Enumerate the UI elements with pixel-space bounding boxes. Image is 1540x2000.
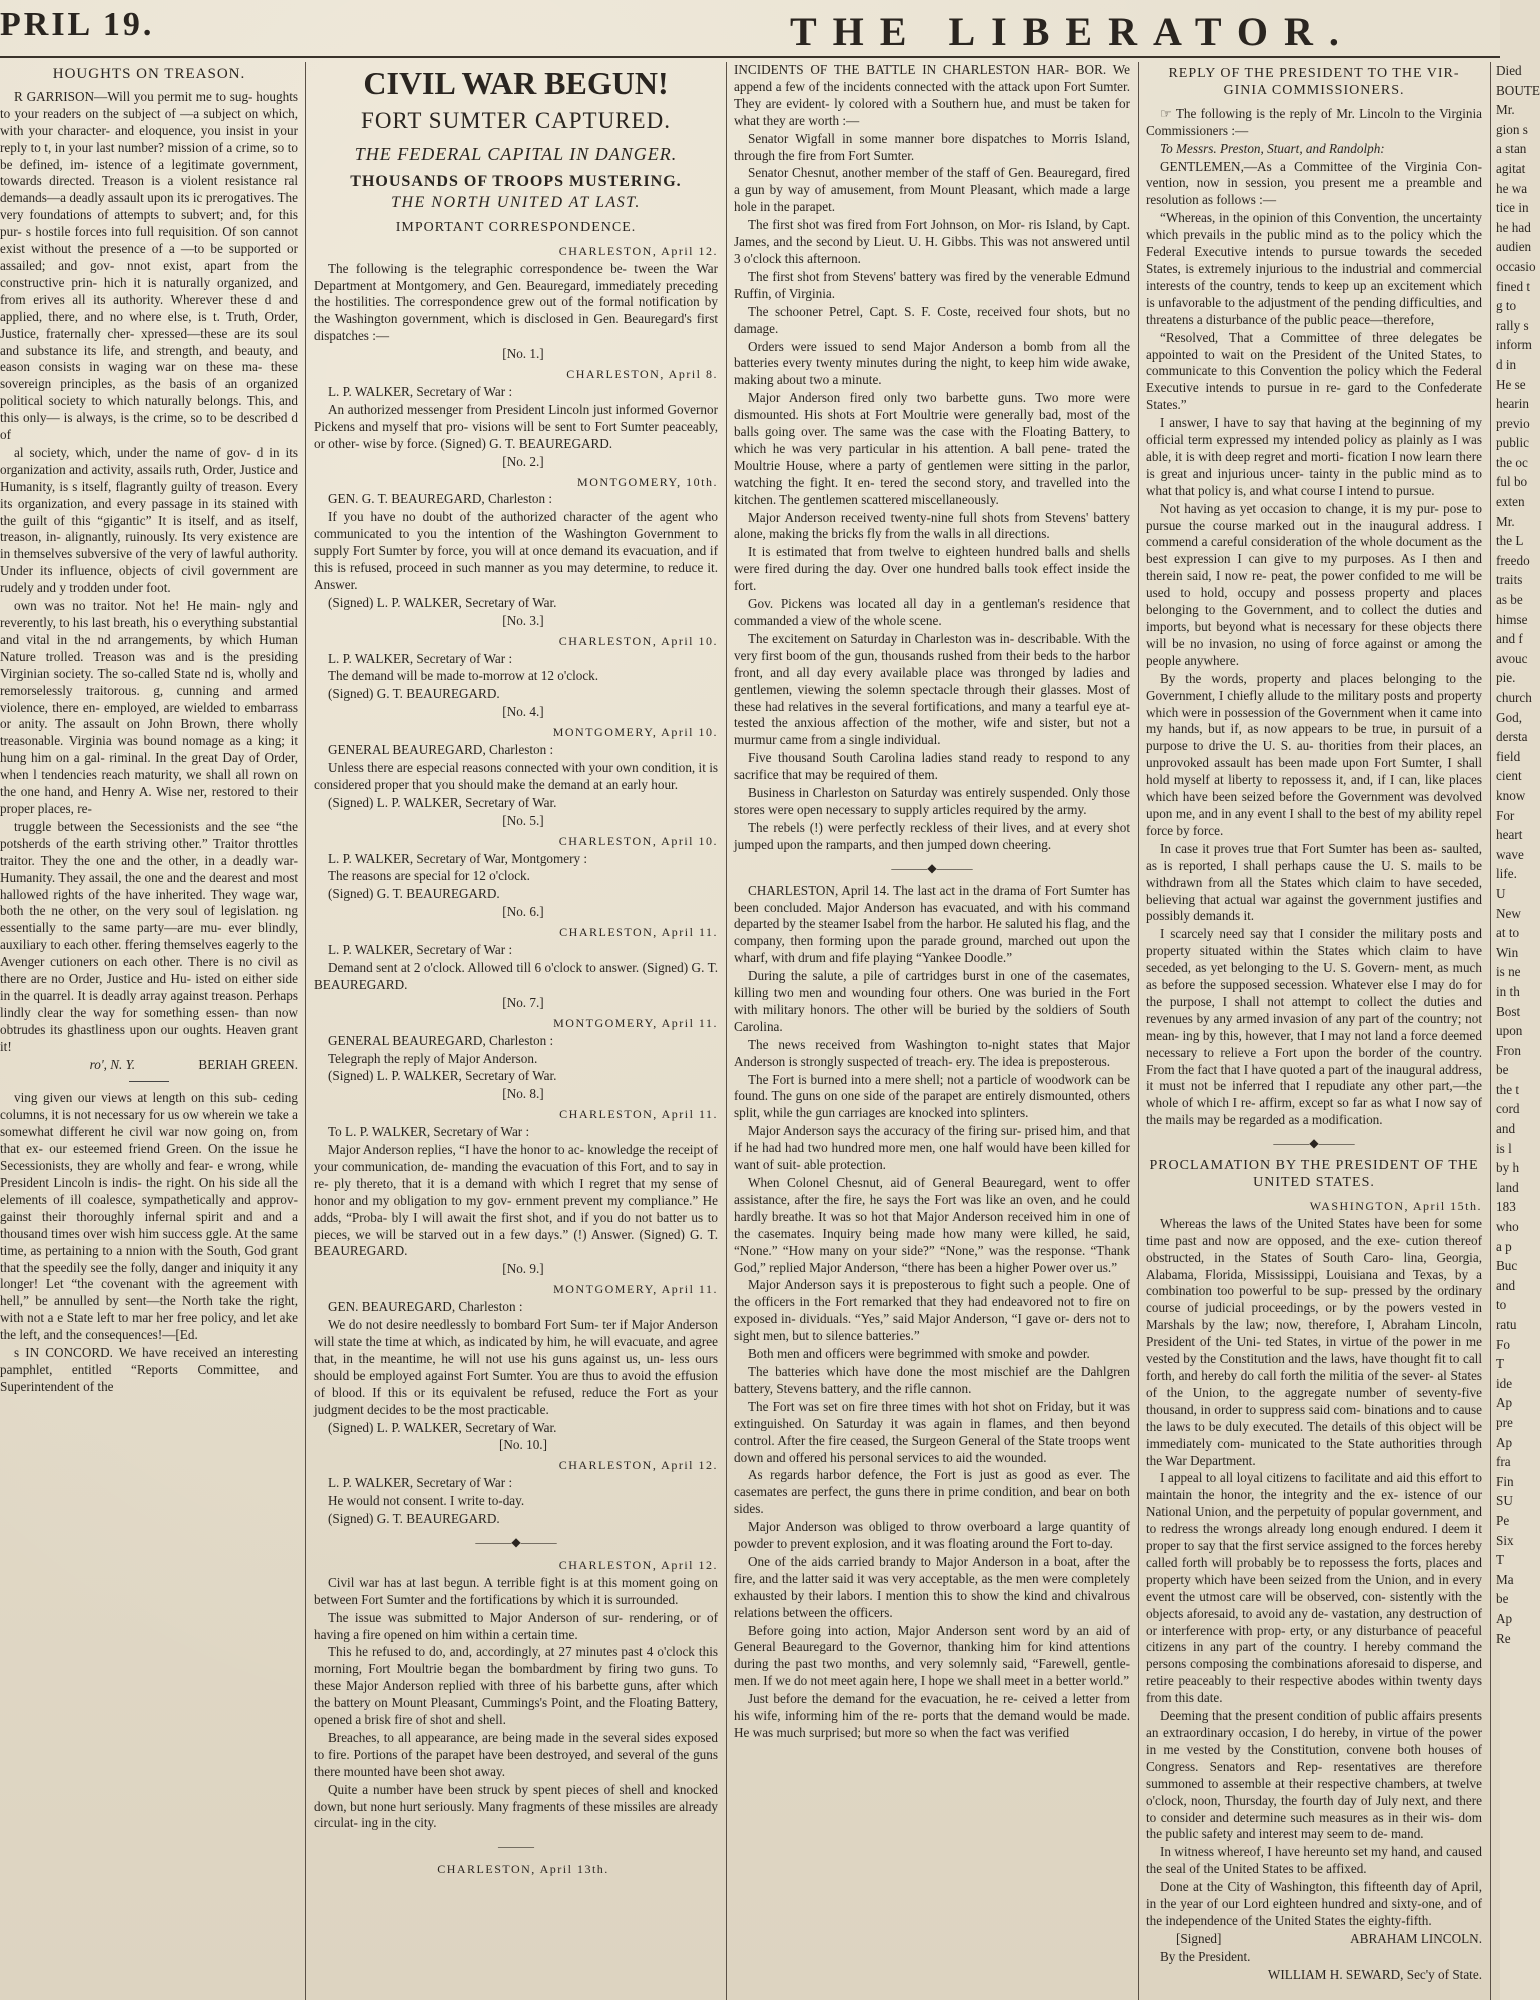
- column-rule: [305, 62, 306, 2000]
- fragment-line: church: [1496, 690, 1532, 705]
- paragraph: Before going into action, Major Anderson sent word by an aid of General Beauregard to the Governor, thanking him for kind attentions during the past two months, and very solemnly said, “Farewell, gentle- men. If we do not meet again here, I hope we shall meet in a better world.”: [734, 1622, 1130, 1689]
- dispatch-number: [No. 9.]: [502, 1261, 544, 1277]
- fragment-line: tice in: [1496, 200, 1529, 216]
- fragment-line: ful bo: [1496, 474, 1528, 490]
- fragment-line: upon: [1496, 1023, 1523, 1039]
- incidents-intro: INCIDENTS OF THE BATTLE IN CHARLESTON HAR- BOR. We append a few of the incidents connected with the attack upon Fort Sumter. They are evident- ly colored with a Southern hue, and must be taken for what they are worth :—: [734, 62, 1130, 128]
- dispatch-body: He would not consent. I write to-day.: [328, 1493, 525, 1509]
- fragment-line: freedo: [1496, 552, 1530, 568]
- subhead-correspondence: IMPORTANT CORRESPONDENCE.: [395, 219, 637, 235]
- fragment-line: be: [1496, 1062, 1509, 1078]
- fragment-line: who: [1496, 1219, 1519, 1235]
- paragraph: Senator Wigfall in some manner bore dispatches to Morris Island, through the fire from Fort Sumter.: [734, 130, 1130, 163]
- dispatch: [314, 1261, 718, 1436]
- dispatch-signature: (Signed) L. P. WALKER, Secretary of War.: [328, 1068, 557, 1084]
- dispatch: [314, 704, 718, 811]
- signature-name: BERIAH GREEN.: [198, 1056, 298, 1072]
- fragment-line: Ap: [1496, 1434, 1513, 1450]
- fragment-line: fined t: [1496, 278, 1531, 294]
- fragment-line: dersta: [1496, 729, 1528, 745]
- dispatch-body: If you have no doubt of the authorized character of the agent who communicated to you the intention of the Washington Government to supply Fort Sumter by force, you will at once demand its evacuation, and if this is refused, proceed in such manner as you may determine, to reduce it. Answer.: [314, 509, 718, 592]
- paragraph: Gov. Pickens was located all day in a gentleman's residence that commanded a view of the whole scene.: [734, 596, 1130, 628]
- fragment-line: fra: [1496, 1454, 1511, 1470]
- dispatch-address: L. P. WALKER, Secretary of War :: [328, 942, 513, 958]
- fragment-line: the L: [1496, 533, 1524, 549]
- fragment-line: He se: [1496, 376, 1526, 392]
- divider: ———◆———: [475, 1534, 557, 1549]
- headline-fort-sumter: FORT SUMTER CAPTURED.: [361, 108, 671, 133]
- paragraph: ving given our views at length on this sub- ceding columns, it is not necessary for us ow wherein we take a somewhat different he civil war now going on, from that ex- our esteemed friend Green. On the issue he Secessionists, they are wholly and fear- e wrong, while President Lincoln is indis- the right. On his side all the elements of ill coalesce, sympathetically and approv- gainst their thoroughly infernal spirit and and a thousand times over wish him success ggle. At the same time, as pertaining to a nnion with the South, God grant that the speedily see the folly, danger and iniquity it any longer! Let “the covenant with the agreement with hell,” be annulled by sent—the North take the right, with not a e State left to mar her free policy, and let ake the left, and the consequences!—[Ed.: [0, 1090, 298, 1343]
- dispatch-signature: (Signed) L. P. WALKER, Secretary of War.: [328, 594, 557, 610]
- fragment-line: Mr.: [1496, 513, 1515, 529]
- paragraph: s IN CONCORD. We have received an interesting pamphlet, entitled “Reports Committee, and Superintendent of the: [0, 1345, 298, 1394]
- fragment-line: g to: [1496, 298, 1517, 314]
- dispatch-body: We do not desire needlessly to bombard Fort Sum- ter if Major Anderson will state the time at which, as indicated by him, he will evacuate, and agree that, in the meantime, he will not use his guns against us, un- less ours should be employed against Fort Sumter. You are thus to avoid the effusion of blood. If this or its equivalent be refused, reduce the Fort as your judgment decides to be the most practicable.: [314, 1317, 718, 1417]
- paragraph: truggle between the Secessionists and the see “the potsherds of the earth striving other.” Traitor throttles traitor. They the one and the other, in a deadly war- Humanity. They assail, the one and the dearest and most hallowed rights of the have inherited. They wage war, both the ne other, on the very soul of legislation. ng essentially to the same party—are mu- ever blindly, auxiliary to each other. ffering themselves eagerly to the Avenger cutioners on each other. There is no civil as there are no Order, Justice and Hu- isted on either side in the quarrel. It is deadly array against treason. Perhaps lindly clear the way for something essen- than now obtrudes its ghastliness upon our oughts. Heaven grant it!: [0, 818, 298, 1054]
- fragment-line: 183: [1496, 1199, 1516, 1215]
- paragraph: The Fort is burned into a mere shell; not a particle of woodwork can be found. The guns on one side of the parapet are entirely dismounted, others split, while the gun carriages are knocked into splinters.: [734, 1071, 1130, 1121]
- fragment-line: land: [1496, 1179, 1519, 1195]
- dispatch-date: CHARLESTON, April 11.: [559, 925, 718, 940]
- intro-paragraph: The following is the telegraphic correspondence be- tween the War Department at Montgomery, and Gen. Beauregard, immediately preceding the hostilities. The correspondence grew out of the formal notification by the Washington government, which is disclosed in Gen. Beauregard's first dispatches :—: [314, 260, 718, 344]
- dispatch-number: [No. 3.]: [502, 612, 544, 628]
- dispatch-number: [No. 7.]: [502, 994, 544, 1010]
- fragment-line: d in: [1496, 356, 1517, 372]
- fragment-line: T: [1496, 1552, 1505, 1568]
- dateline: CHARLESTON, April 13th.: [437, 1862, 609, 1877]
- fragment-line: in th: [1496, 983, 1520, 999]
- dispatch-signature: (Signed) L. P. WALKER, Secretary of War.: [328, 1419, 557, 1435]
- dispatch-signature: (Signed) G. T. BEAUREGARD.: [328, 686, 500, 702]
- paragraph: The first shot was fired from Fort Johnson, on Mor- ris Island, by Capt. James, and the second by Lieut. U. H. Gibbs. This was not answered until 3 o'clock this afternoon.: [734, 217, 1130, 266]
- article-heading-reply: REPLY OF THE PRESIDENT TO THE VIR- GINIA COMMISSIONERS.: [1168, 66, 1460, 98]
- paragraph: This he refused to do, and, accordingly, at 27 minutes past 4 o'clock this morning, Fort Moultrie began the bombardment by firing two guns. To these Major Anderson replied with three of his barbette guns, after which the battery on Mount Pleasant, Cummings's Point, and the Floating Battery, opened a brisk fire of shot and shell.: [314, 1644, 718, 1728]
- fragment-line: agitat: [1496, 160, 1526, 176]
- paragraph: As regards harbor defence, the Fort is just as good as ever. The casemates are perfect, the guns there in prime condition, and bear on both sides.: [734, 1467, 1130, 1517]
- fragment-line: hearin: [1496, 396, 1529, 412]
- paragraph: Whereas the laws of the United States have been for some time past and now are opposed, and the exe- cution thereof obstructed, in the States of South Caro- lina, Georgia, Alabama, Florida, Mississippi, Louisiana and Texas, by a combination too powerful to be sup- pressed by the ordinary course of judicial proceedings, or by the powers vested in Marshals by the law; now, therefore, I, Abraham Lincoln, President of the Uni- ted States, in virtue of the power in me vested by the Constitution and the laws, have thought fit to call forth, and hereby do call forth the militia of the sever- al States of the Union, to the aggregate number of seventy-five thousand, in order to suppress said com- binations and to cause the laws to be duly executed. The details of this object will be immediately com- municated to the State authorities through the War Department.: [1146, 1215, 1482, 1468]
- signature-line: [1146, 1931, 1482, 1948]
- fragment-line: and f: [1496, 631, 1523, 647]
- dispatch: [314, 1086, 718, 1260]
- fragment-line: is l: [1496, 1140, 1512, 1156]
- column-civil-war: [314, 62, 718, 2000]
- paragraph: It is estimated that from twelve to eighteen hundred balls and shells were fired during the day. Over one hundred balls took effect inside the fort.: [734, 544, 1130, 594]
- fragment-line: ratu: [1496, 1317, 1517, 1332]
- fragment-line: is ne: [1496, 964, 1521, 980]
- dispatch-address: L. P. WALKER, Secretary of War :: [328, 383, 513, 399]
- column-rule: [1490, 62, 1491, 2000]
- paragraph: Five thousand South Carolina ladies stand ready to respond to any sacrifice that may be required of them.: [734, 750, 1130, 783]
- fragment-line: U: [1496, 885, 1506, 901]
- dispatch-date: CHARLESTON, April 12.: [558, 1458, 718, 1473]
- dispatch-address: GEN. BEAUREGARD, Charleston :: [328, 1299, 523, 1315]
- fragment-line: traits: [1496, 572, 1523, 588]
- reply-intro-text: The following is the reply of Mr. Lincoln to the Virginia Commissioners :—: [1146, 105, 1482, 138]
- fragment-line: by h: [1496, 1160, 1520, 1176]
- dispatch-body: Major Anderson replies, “I have the honor to ac- knowledge the receipt of your communication, de- manding the evacuation of this Fort, and to say in re- ply thereto, that it is a demand with which I regret that my sense of honor and my obligation to my gov- ernment prevent my compliance.” He adds, “Proba- bly I will await the first shot, and if you do not batter us to pieces, we will be starved out in a few days.” (!) Answer. (Signed) G. T. BEAUREGARD.: [314, 1142, 718, 1259]
- paragraph: CHARLESTON, April 14. The last act in the drama of Fort Sumter has been concluded. Major Anderson has evacuated, and with his command departed by the steamer Isabel from the harbor. He saluted his flag, and the company, then forming upon the parade ground, marched out upon the wharf, with drum and fife playing “Yankee Doodle.”: [734, 882, 1130, 966]
- paragraph: Not having as yet occasion to change, it is my pur- pose to pursue the course marked out in the inaugural address. I commend a careful consideration of the whole document as the best expression I can give to my purposes. As I then and therein said, I now re- peat, the power confided to me will be used to hold, occupy and possess property and places belonging to the Government, and to collect the duties and imports, but beyond what is necessary for these objects there will be no invasion, no using of force against or among the people anywhere.: [1146, 500, 1482, 668]
- reply-address: To Messrs. Preston, Stuart, and Randolph:: [1160, 140, 1385, 156]
- signature: [0, 1057, 298, 1074]
- dispatch: [314, 1437, 718, 1528]
- fragment-line: he wa: [1496, 180, 1528, 196]
- fragment-line: SU: [1496, 1493, 1513, 1509]
- paragraph: Done at the City of Washington, this fifteenth day of April, in the year of our Lord eighteen hundred and sixty-one, and of the independence of the United States the eighty-fifth.: [1146, 1879, 1482, 1928]
- paragraph: Major Anderson says the accuracy of the firing sur- prised him, and that if he had had two hundred more men, one half would have been killed for want of suit- able protection.: [734, 1123, 1130, 1173]
- fragment-line: Win: [1496, 944, 1519, 960]
- dispatch-body: Demand sent at 2 o'clock. Allowed till 6 o'clock to answer. (Signed) G. T. BEAUREGARD.: [314, 959, 718, 992]
- paragraph: I answer, I have to say that having at the beginning of my official term expressed my intended policy as plainly as I was able, it is with deep regret and morti- fication I now learn there is great and injurious uncer- tainty in the public mind as to what that policy is, and what course I intend to pursue.: [1146, 415, 1482, 498]
- divider: [129, 1081, 169, 1082]
- dispatch: [314, 613, 718, 704]
- dispatch-address: L. P. WALKER, Secretary of War, Montgomery :: [328, 850, 588, 866]
- headline-north-united: THE NORTH UNITED AT LAST.: [391, 193, 641, 211]
- seward-signature: WILLIAM H. SEWARD, Sec'y of State.: [1267, 1966, 1482, 1982]
- paragraph: Major Anderson fired only two barbette guns. Two more were dismounted. His shots at Fort Moultrie were generally bad, most of the balls going over. The same was the case with the Floating Battery, to which he was very particular in his attention. A ball pene- trated the Moultrie House, where a party of gentlemen were sitting in the parlor, watching the fight. It en- tered the second story, and travelled into the kitchen. The gentlemen scattered miscellaneously.: [734, 390, 1130, 507]
- column-incidents: [734, 62, 1130, 2000]
- paragraph: In case it proves true that Fort Sumter has been as- saulted, as is reported, I shall perhaps cause the U. S. mails to be withdrawn from all the States which claim to have seceded, believing that actual war against the government justifies and possibly demands it.: [1146, 840, 1482, 924]
- paragraph: “Whereas, in the opinion of this Convention, the uncertainty which prevails in the public mind as to the policy which the Federal Executive intends to pursue towards the seceded States, is extremely injurious to the industrial and commercial interests of the country, tends to keep up an excitement which is unfavorable to the adjustment of the pending difficulties, and threatens a disturbance of the public peace—therefore,: [1146, 210, 1482, 327]
- fragment-line: a stan: [1496, 141, 1527, 157]
- dispatch-date: CHARLESTON, April 11.: [559, 1107, 718, 1122]
- fragment-line: Ap: [1496, 1610, 1513, 1626]
- fragment-line: pie.: [1496, 670, 1516, 686]
- fragment-line: audien: [1496, 239, 1532, 255]
- fragment-line: at to: [1496, 925, 1520, 941]
- fragment-line: himse: [1496, 611, 1528, 627]
- fragment-line: to: [1496, 1297, 1507, 1313]
- fragment-line: Fo: [1496, 1336, 1510, 1352]
- fragment-line: as be: [1496, 592, 1523, 608]
- signer-name: ABRAHAM LINCOLN.: [1350, 1930, 1482, 1946]
- paragraph: The excitement on Saturday in Charleston was in- describable. With the very first boom of the gun, thousands rushed from their beds to the harbor front, and all day every available place was thronged by ladies and gentlemen, viewing the solemn spectacle through their glasses. Most of these had relatives in the several fortifications, and many a tearful eye at- tested the anxious affection of the mother, wife and sister, but not a murmur came from a single individual.: [734, 630, 1130, 748]
- divider: ———◆———: [1273, 1136, 1355, 1151]
- dateline: CHARLESTON, April 12.: [558, 243, 718, 258]
- paragraph: Civil war has at last begun. A terrible fight is at this moment going on between Fort Sumter and the fortifications by which it is surrounded.: [314, 1574, 718, 1607]
- dispatch-address: L. P. WALKER, Secretary of War :: [328, 1475, 513, 1491]
- dispatch-address: GENERAL BEAUREGARD, Charleston :: [328, 1032, 554, 1048]
- fragment-line: cient: [1496, 768, 1522, 784]
- paragraph: Major Anderson was obliged to throw overboard a large quantity of powder to prevent explosion, and it was floating around the Fort to-day.: [734, 1519, 1130, 1552]
- paragraph: The schooner Petrel, Capt. S. F. Coste, received four shots, but no damage.: [734, 303, 1130, 336]
- fragment-line: heart: [1496, 827, 1523, 843]
- dispatch-body: The reasons are special for 12 o'clock.: [328, 868, 530, 884]
- fragment-line: know: [1496, 787, 1526, 803]
- fragment-line: Died: [1496, 63, 1522, 78]
- divider: ———: [498, 1839, 534, 1854]
- paragraph: One of the aids carried brandy to Major Anderson in a boat, after the fire, and the latter said it was very acceptable, as the men were completely exhausted by their labors. I mention this to show the kind and chivalrous relations between the officers.: [734, 1553, 1130, 1620]
- fragment-line: BOUTE: [1496, 82, 1540, 98]
- dispatch-signature: (Signed) G. T. BEAUREGARD.: [328, 1511, 500, 1527]
- dispatch-number: [No. 8.]: [502, 1086, 544, 1102]
- column-president-reply: [1146, 62, 1482, 2000]
- dispatch-number: [No. 2.]: [502, 453, 544, 469]
- dispatch-body: Unless there are especial reasons connected with your own condition, it is considered proper that you should make the demand at an early hour.: [314, 760, 718, 792]
- masthead-title: THE LIBERATOR.: [790, 9, 1355, 54]
- fragment-line: ide: [1496, 1375, 1513, 1391]
- paragraph: Deeming that the present condition of public affairs presents an extraordinary occasion, I do hereby, in virtue of the power in me vested by the Constitution, convene both houses of Congress. Senators and Rep- resentatives are therefore summoned to assemble at their respective chambers, at twelve o'clock, noon, Thursday, the fourth day of July next, and there to consider and determine such measures as in their wis- dom the public safety and interest may seem to de- mand.: [1146, 1708, 1482, 1842]
- fragment-line: field: [1496, 748, 1521, 764]
- fragment-line: previo: [1496, 415, 1530, 431]
- dispatch-number: [No. 10.]: [499, 1437, 547, 1453]
- fragment-line: pre: [1496, 1414, 1513, 1430]
- fragment-line: God,: [1496, 709, 1523, 725]
- fragment-line: Ap: [1496, 1395, 1513, 1411]
- fragment-line: Buc: [1496, 1258, 1518, 1274]
- fragment-line: be: [1496, 1591, 1509, 1607]
- fragment-line: Fin: [1496, 1473, 1514, 1489]
- dispatch-body: Telegraph the reply of Major Anderson.: [328, 1050, 538, 1066]
- paragraph: The first shot from Stevens' battery was fired by the venerable Edmund Ruffin, of Virginia.: [734, 268, 1130, 301]
- column-rule: [1138, 62, 1139, 2000]
- proclamation-date: WASHINGTON, April 15th.: [1309, 1198, 1482, 1213]
- dispatch-date: MONTGOMERY, April 10.: [552, 725, 718, 740]
- paragraph: al society, which, under the name of gov- d in its organization and activity, assails ruth, Order, Justice and Humanity, is s itself, flagrantly guilty of treason. Every its organization, and every passage in its stained with the guilt of this “gigantic” It is itself, and as itself, treason, in- alignantly, ruinously. Its very existence are in themselves subversive of the very of lawful authority. Under its influence, objects of civil government are rudely and y trodden under foot.: [0, 444, 298, 596]
- headline-capital-danger: THE FEDERAL CAPITAL IN DANGER.: [354, 144, 678, 164]
- fragment-line: and: [1496, 1277, 1516, 1293]
- fragment-line: New: [1496, 905, 1521, 921]
- column-rule: [726, 62, 727, 2000]
- paragraph: Major Anderson received twenty-nine full shots from Stevens' battery alone, making the bricks fly from the walls in all directions.: [734, 509, 1130, 542]
- fragment-line: T: [1496, 1356, 1505, 1372]
- fragment-line: Pe: [1496, 1512, 1510, 1528]
- headline-civil-war: CIVIL WAR BEGUN!: [363, 65, 669, 101]
- fragment-line: the t: [1496, 1081, 1520, 1097]
- paragraph: GENTLEMEN,—As a Committee of the Virginia Con- vention, now in session, you present me a preamble and resolution as follows :—: [1146, 158, 1482, 208]
- fragment-line: occasio: [1496, 258, 1536, 274]
- paragraph: The batteries which have done the most mischief are the Dahlgren battery, Stevens battery, and the rifle cannon.: [734, 1363, 1130, 1396]
- fragment-line: Re: [1496, 1630, 1511, 1646]
- fragment-line: For: [1496, 807, 1515, 823]
- fragment-line: public: [1496, 435, 1529, 451]
- paragraph: In witness whereof, I have hereunto set my hand, and caused the seal of the United States to be affixed.: [1146, 1844, 1482, 1877]
- fragment-line: Mr.: [1496, 102, 1515, 118]
- dispatch-number: [No. 5.]: [502, 812, 544, 828]
- paragraph: I appeal to all loyal citizens to facilitate and aid this effort to maintain the honor, the integrity and the ex- istence of our National Union, and the perpetuity of popular government, and to redress the wrongs already long enough endured. I deem it proper to say that the first service assigned to the forces hereby called forth will probably be to repossess the forts, places and property which have been seized from the Union, and in every event the utmost care will be observed, con- sistently with the objects aforesaid, to avoid any de- vastation, any destruction of or interference with prop- erty, or any disturbance of peaceful citizens in any part of the country. I hereby command the persons composing the combinations aforesaid to disperse, and retire peaceably to their respective abodes within twenty days from this date.: [1146, 1470, 1482, 1706]
- pointing-hand-icon: ☞: [1160, 105, 1176, 121]
- paragraph: The news received from Washington to-night states that Major Anderson is strongly suspected of treach- ery. The idea is preposterous.: [734, 1036, 1130, 1069]
- paragraph: Quite a number have been struck by spent pieces of shell and knocked down, but none hurt seriously. Many fragments of these missiles are already circulat- ing in the city.: [314, 1781, 718, 1831]
- article-heading-treason: HOUGHTS ON TREASON.: [52, 66, 246, 82]
- dispatch-date: MONTGOMERY, 10th.: [577, 474, 718, 489]
- paragraph: When Colonel Chesnut, aid of General Beauregard, went to offer assistance, after the fire, he says the Fort was like an oven, and he could hardly breathe. It was so hot that Major Anderson received him in one of the casemates. Inquiry being made how many were killed, he said, “None.” “How many on your side?” “None,” was the response. “Thank God,” replied Major Anderson, “there has been a higher Power over us.”: [734, 1175, 1130, 1275]
- column-treason: [0, 62, 298, 2000]
- dispatch-date: MONTGOMERY, April 11.: [553, 1282, 718, 1297]
- fragment-line: life.: [1496, 866, 1517, 882]
- dispatch-address: L. P. WALKER, Secretary of War :: [328, 650, 513, 666]
- column-cropped: [1496, 62, 1540, 2000]
- paragraph: R GARRISON—Will you permit me to sug- houghts to your readers on the subject of —a subject on which, with your character- and eloquence, you insist in your reply to t, in your last number? mission of a crime, so to be defined, im- istence of a legitimate government, towards directed. Treason is a violent resistance ral demands—a deadly assault upon its ic prerogatives. The very foundations of attempts to subvert; and, for this pur- s hostile forces into full requisition. Of son cannot exist without the presence of a —to be supported or assailed; and gov- nnot exist, apart from the constructive prin- hich it is naturally organized, and from erives all its authority. Wherever these d and applied, there, and no where else, is t. Truth, Order, Justice, fraternally cher- xpressed—these are its soul and substance its life, and strength, and beauty, and eason consists in waging war on these ma- these sovereign principles, as the basis of an organized political society to which naturally belongs. This, and this only— is always, is the crime, so to be described d of: [0, 88, 298, 443]
- fragment-line: cord: [1496, 1101, 1520, 1117]
- dispatch-date: CHARLESTON, April 10.: [558, 833, 718, 848]
- paragraph: “Resolved, That a Committee of three delegates be appointed to wait on the President of the United States, to communicate to this Convention the policy which the Federal Executive intends to pursue in re- gard to the Confederate States.”: [1146, 329, 1482, 413]
- paragraph: During the salute, a pile of cartridges burst in one of the casemates, killing two men and wounding four others. One was buried in the Fort with military honors. The other will be buried by the soldiers of South Carolina.: [734, 968, 1130, 1034]
- paragraph: The issue was submitted to Major Anderson of sur- rendering, or of having a fire opened on him within a certain time.: [314, 1609, 718, 1642]
- signature-place: ro', N. Y.: [89, 1056, 136, 1072]
- paragraph: Major Anderson says it is preposterous to fight such a people. One of the officers in the Fort remarked that they had endeavored not to fire on exposed in- dividuals. “Yes,” said Major Anderson, “I gave or- ders not to sight men, but to silence batteries.”: [734, 1277, 1130, 1344]
- fragment-line: inform: [1496, 337, 1532, 353]
- paragraph: Business in Charleston on Saturday was entirely suspended. Only those stores were open necessary to supply articles required by the army.: [734, 785, 1130, 817]
- fragment-line: gion s: [1496, 121, 1528, 137]
- dispatch-body: An authorized messenger from President Lincoln just informed Governor Pickens and myself that pro- visions will be sent to Fort Sumter peaceably, or other- wise by force. (Signed) G. T. BEAUREGARD.: [314, 401, 718, 451]
- paragraph: I scarcely need say that I consider the military posts and property situated within the States which claim to have seceded, as yet belonging to the U. S. Govern- ment, as much as before the supposed secession. Whatever else I may do for the purpose, I shall not attempt to collect the duties and revenues by any armed invasion of any part of the country; not mean- ing by this, however, that I may not land a force deemed necessary to relieve a Fort upon the border of the country. From the fact that I have quoted a part of the inaugural address, it must not be inferred that I repudiate any other part,—the whole of which I re- affirm, except so far as what I now say of the mails may be regarded as a modification.: [1146, 926, 1482, 1128]
- headline-troops: THOUSANDS OF TROOPS MUSTERING.: [350, 173, 682, 190]
- dispatch-address: To L. P. WALKER, Secretary of War :: [328, 1124, 530, 1140]
- paragraph: By the words, property and places belonging to the Government, I chiefly allude to the military posts and property which were in possession of the Government when it came into my hands, but if, as now appears to be true, in pursuit of a purpose to drive the U. S. au- thorities from their places, an unprovoked assault has been made upon Fort Sumter, I shall hold myself at liberty to repossess it, and, if I can, like places which have been seized before the Government was devolved upon me, and in any event I shall to the best of my ability repel force by force.: [1146, 670, 1482, 838]
- dateline: CHARLESTON, April 12.: [558, 1557, 718, 1572]
- dispatch-address: GEN. G. T. BEAUREGARD, Charleston :: [328, 491, 553, 507]
- dispatch-signature: (Signed) L. P. WALKER, Secretary of War.: [328, 794, 557, 810]
- fragment-line: Six: [1496, 1532, 1514, 1548]
- dispatch-number: [No. 6.]: [502, 904, 544, 920]
- paragraph: Breaches, to all appearance, are being made in the several sides exposed to fire. Portions of the parapet have been destroyed, and several of the guns there mounted have been shot away.: [314, 1729, 718, 1779]
- fragment-line: wave: [1496, 846, 1524, 862]
- fragment-line: Fron: [1496, 1042, 1521, 1058]
- fragment-line: exten: [1496, 494, 1525, 510]
- reply-intro: [1146, 106, 1482, 140]
- dispatch-date: MONTGOMERY, April 11.: [553, 1015, 718, 1030]
- fragment-line: the oc: [1496, 454, 1528, 470]
- fragment-line: rally s: [1496, 317, 1529, 333]
- fragment-line: and: [1496, 1121, 1516, 1137]
- dispatch: [314, 346, 718, 452]
- fragment-line: Bost: [1496, 1003, 1521, 1019]
- paragraph: The Fort was set on fire three times with hot shot on Friday, but it was extinguished. On Saturday it was again in flames, and then beyond control. After the fire ceased, the Surgeon General of the State troops went down and offered his personal services to aid the wounded.: [734, 1398, 1130, 1465]
- dispatch: [314, 904, 718, 994]
- dispatch: [314, 995, 718, 1086]
- dispatch-number: [No. 1.]: [502, 346, 544, 362]
- dispatch-body: The demand will be made to-morrow at 12 o'clock.: [328, 668, 599, 684]
- dispatch-date: CHARLESTON, April 10.: [558, 633, 718, 648]
- proclamation-heading: PROCLAMATION BY THE PRESIDENT OF THE UNITED STATES.: [1149, 1158, 1479, 1190]
- paragraph: Both men and officers were begrimmed with smoke and powder.: [748, 1346, 1090, 1362]
- dispatch-address: GENERAL BEAUREGARD, Charleston :: [328, 742, 554, 758]
- by-the-president: By the President.: [1160, 1948, 1251, 1964]
- dispatch: [314, 813, 718, 904]
- masthead: [0, 0, 1500, 58]
- paragraph: own was no traitor. Not he! He main- ngly and reverently, to his last breath, his o everything substantial and vital in the nd arrangements, by which Human Nature trolled. Treason was and is the presiding Virginian society. The so-called State nd is, wholly and remorselessly traitorous. g, cunning and armed violence, there en- employed, are wielded to embarrass or anity. The assault on John Brown, there wholly treasonable. Virginia was bound nomage as a king; it hung him on a gal- riminal. In the great Day of Order, when l tendencies reach maturity, we shall all rown on the one hand, and Henry A. Wise ner, restored to their proper places, re-: [0, 598, 298, 816]
- masthead-date: PRIL 19.: [0, 6, 155, 43]
- paragraph: Just before the demand for the evacuation, he re- ceived a letter from his wife, informing him of the re- ports that the demand would be made. He was much surprised; but more so when the fact was verified: [734, 1691, 1130, 1740]
- fragment-line: avouc: [1496, 650, 1528, 666]
- signed-label: [Signed]: [1176, 1930, 1222, 1946]
- fragment-line: he had: [1496, 219, 1531, 235]
- paragraph: Senator Chesnut, another member of the staff of Gen. Beauregard, fired a gun by way of amusement, from Mount Pleasant, which made a large hole in the parapet.: [734, 165, 1130, 215]
- divider: ———◆———: [891, 860, 973, 875]
- fragment-line: Ma: [1496, 1571, 1514, 1587]
- dispatch: [314, 454, 718, 612]
- dispatch-date: CHARLESTON, April 8.: [566, 367, 718, 382]
- paragraph: The rebels (!) were perfectly reckless of their lives, and at every shot jumped upon the ramparts, and then jumped down cheering.: [734, 819, 1130, 852]
- dispatch-number: [No. 4.]: [502, 704, 544, 720]
- paragraph: Orders were issued to send Major Anderson a bomb from all the batteries every twenty minutes during the night, to keep him wide awake, making about two a minute.: [734, 338, 1130, 388]
- fragment-line: a p: [1496, 1238, 1512, 1254]
- dispatch-signature: (Signed) G. T. BEAUREGARD.: [328, 886, 500, 902]
